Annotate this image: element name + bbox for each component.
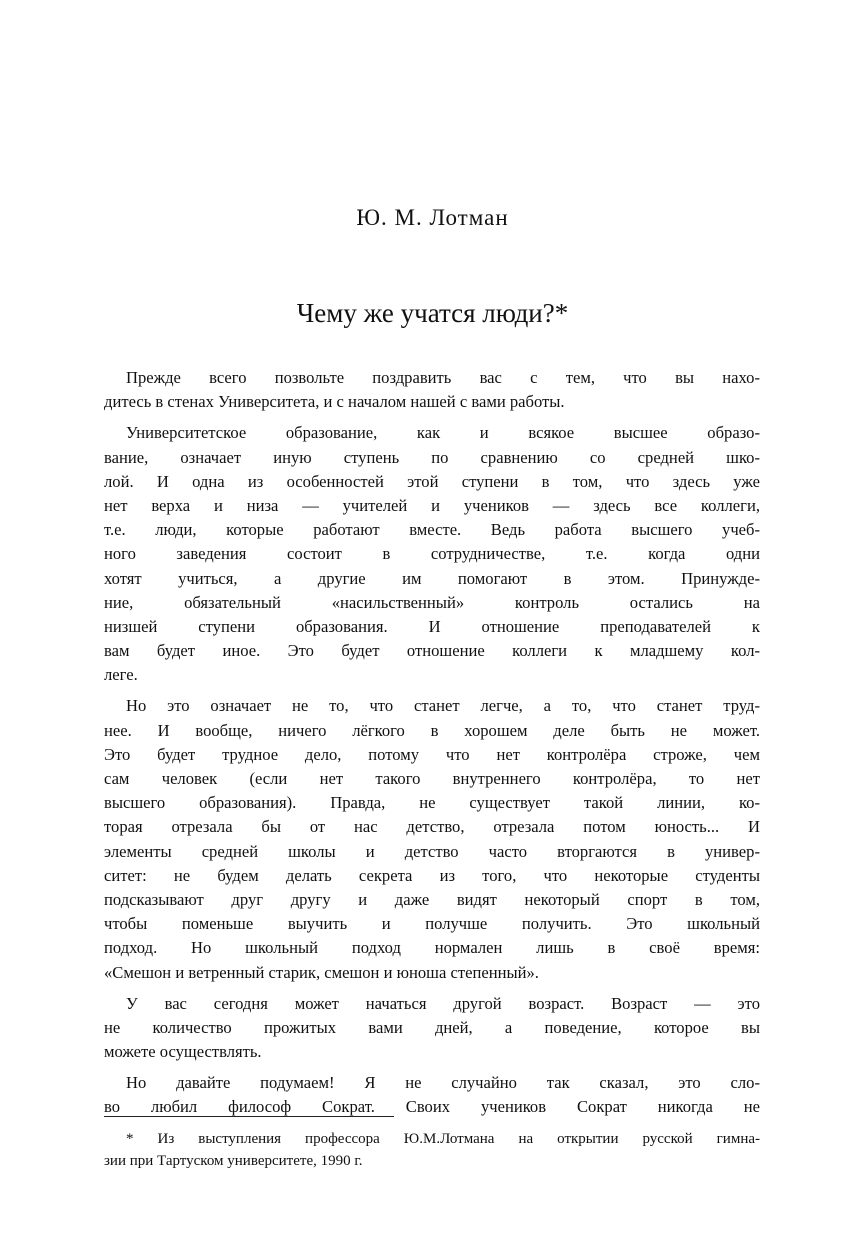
text-line: элементы средней школы и детство часто вторгаются в универ- (104, 841, 760, 861)
text-line: высшего образования). Правда, не существует такой линии, ко- (104, 793, 760, 813)
author-name: Ю. М. Лотман (356, 205, 509, 230)
text-line: подход. Но школьный подход нормален лишь в своё время: (104, 938, 760, 958)
footnote-line: зии при Тартуском университете, 1990 г. (104, 1153, 363, 1169)
text-line: низшей ступени образования. И отношение преподавателей к (104, 616, 760, 636)
text-line: ситет: не будем делать секрета из того, что некоторые студенты (104, 865, 760, 885)
text-line: Но давайте подумаем! Я не случайно так сказал, это сло- (126, 1073, 760, 1093)
footnote (104, 1128, 760, 1172)
text-line: ние, обязательный «насильственный» контроль остались на (104, 592, 760, 612)
text-line: т.е. люди, которые работают вместе. Ведь работа высшего учеб- (104, 520, 760, 540)
text-line: ного заведения состоит в сотрудничестве, т.е. когда одни (104, 544, 760, 564)
paragraph (104, 366, 760, 414)
paragraph (104, 1071, 760, 1119)
text-line: Университетское образование, как и всякое высшее образо- (126, 423, 760, 443)
text-line: леге. (104, 665, 138, 685)
footnote-divider (104, 1116, 394, 1117)
text-line: У вас сегодня может начаться другой возраст. Возраст — это (126, 993, 760, 1013)
paragraph (104, 694, 760, 984)
text-line: подсказывают друг другу и даже видят некоторый спорт в том, (104, 889, 760, 909)
text-line: не количество прожитых вами дней, а поведение, которое вы (104, 1017, 760, 1037)
text-line: сам человек (если нет такого внутреннего контролёра, то нет (104, 769, 760, 788)
article-title: Чему же учатся люди?* (296, 298, 569, 328)
text-line: хотят учиться, а другие им помогают в этом. Принужде- (104, 568, 760, 588)
text-line: можете осуществлять. (104, 1042, 262, 1062)
text-line: чтобы поменьше выучить и получше получить. Это школьный (104, 914, 760, 934)
text-line: дитесь в стенах Университета, и с началом нашей с вами работы. (104, 392, 565, 412)
text-line: нее. И вообще, ничего лёгкого в хорошем деле быть не может. (104, 720, 760, 740)
text-line: Это будет трудное дело, потому что нет контролёра строже, чем (104, 744, 760, 764)
text-line: лой. И одна из особенностей этой ступени в том, что здесь уже (104, 471, 760, 491)
text-line: Но это означает не то, что станет легче, а то, что станет труд- (126, 696, 760, 716)
text-line: «Смешон и ветренный старик, смешон и юноша степенный». (104, 962, 539, 982)
footnote-line: * Из выступления профессора Ю.М.Лотмана на открытии русской гимна- (126, 1131, 760, 1147)
text-line: нет верха и низа — учителей и учеников — здесь все коллеги, (104, 495, 760, 515)
text-line: вание, означает иную ступень по сравнению со средней шко- (104, 447, 760, 467)
article-body (104, 366, 760, 1120)
paragraph (104, 992, 760, 1065)
paragraph (104, 421, 760, 687)
text-line: во любил философ Сократ. Своих учеников Сократ никогда не (104, 1097, 760, 1117)
text-line: Прежде всего позвольте поздравить вас с тем, что вы нахо- (126, 368, 760, 387)
text-line: вам будет иное. Это будет отношение коллеги к младшему кол- (104, 641, 760, 661)
text-line: торая отрезала бы от нас детство, отрезала потом юность... И (104, 817, 760, 837)
